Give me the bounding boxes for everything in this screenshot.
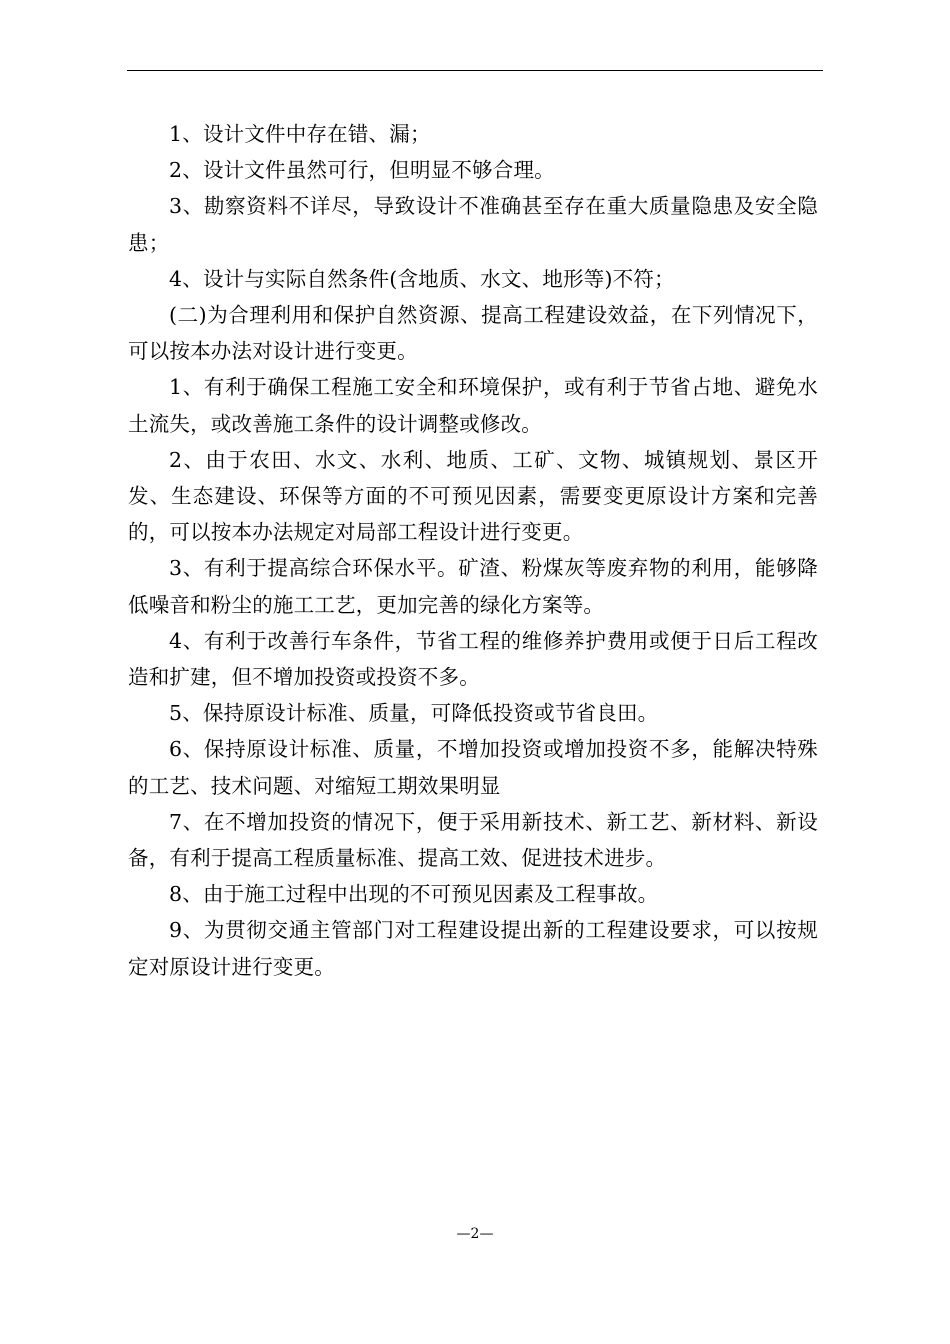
- paragraph-14: 9、为贯彻交通主管部门对工程建设提出新的工程建设要求，可以按规定对原设计进行变更。: [128, 918, 818, 979]
- paragraph-9: 4、有利于改善行车条件，节省工程的维修养护费用或便于日后工程改造和扩建，但不增加投资或投资不多。: [128, 628, 818, 690]
- document-body: [128, 116, 818, 985]
- paragraph-2: 2、设计文件虽然可行，但明显不够合理。: [169, 158, 555, 183]
- paragraph-8: 3、有利于提高综合环保水平。矿渣、粉煤灰等废弃物的利用，能够降低噪音和粉尘的施工工艺，更加完善的绿化方案等。: [128, 556, 818, 617]
- page-number: —2—: [456, 1226, 494, 1242]
- header-rule: [127, 70, 823, 71]
- paragraph-6: 1、有利于确保工程施工安全和环境保护，或有利于节省占地、避免水土流失，或改善施工条件的设计调整或修改。: [128, 375, 818, 436]
- paragraph-11: 6、保持原设计标准、质量，不增加投资或增加投资不多，能解决特殊的工艺、技术问题、对缩短工期效果明显: [128, 737, 818, 798]
- paragraph-4: 4、设计与实际自然条件(含地质、水文、地形等)不符；: [169, 266, 675, 291]
- paragraph-3: 3、勘察资料不详尽，导致设计不准确甚至存在重大质量隐患及安全隐患；: [128, 194, 818, 255]
- paragraph-10: 5、保持原设计标准、质量，可降低投资或节省良田。: [169, 701, 659, 726]
- paragraph-12: 7、在不增加投资的情况下，便于采用新技术、新工艺、新材料、新设备，有利于提高工程质量标准、提高工效、促进技术进步。: [128, 809, 818, 871]
- paragraph-1: 1、设计文件中存在错、漏；: [169, 122, 431, 146]
- paragraph-5: (二)为合理利用和保护自然资源、提高工程建设效益，在下列情况下，可以按本办法对设计进行变更。: [128, 303, 818, 364]
- paragraph-7: 2、由于农田、水文、水利、地质、工矿、文物、城镇规划、景区开发、生态建设、环保等方面的不可预见因素，需要变更原设计方案和完善的，可以按本办法规定对局部工程设计进行变更。: [128, 447, 818, 545]
- paragraph-13: 8、由于施工过程中出现的不可预见因素及工程事故。: [169, 882, 659, 907]
